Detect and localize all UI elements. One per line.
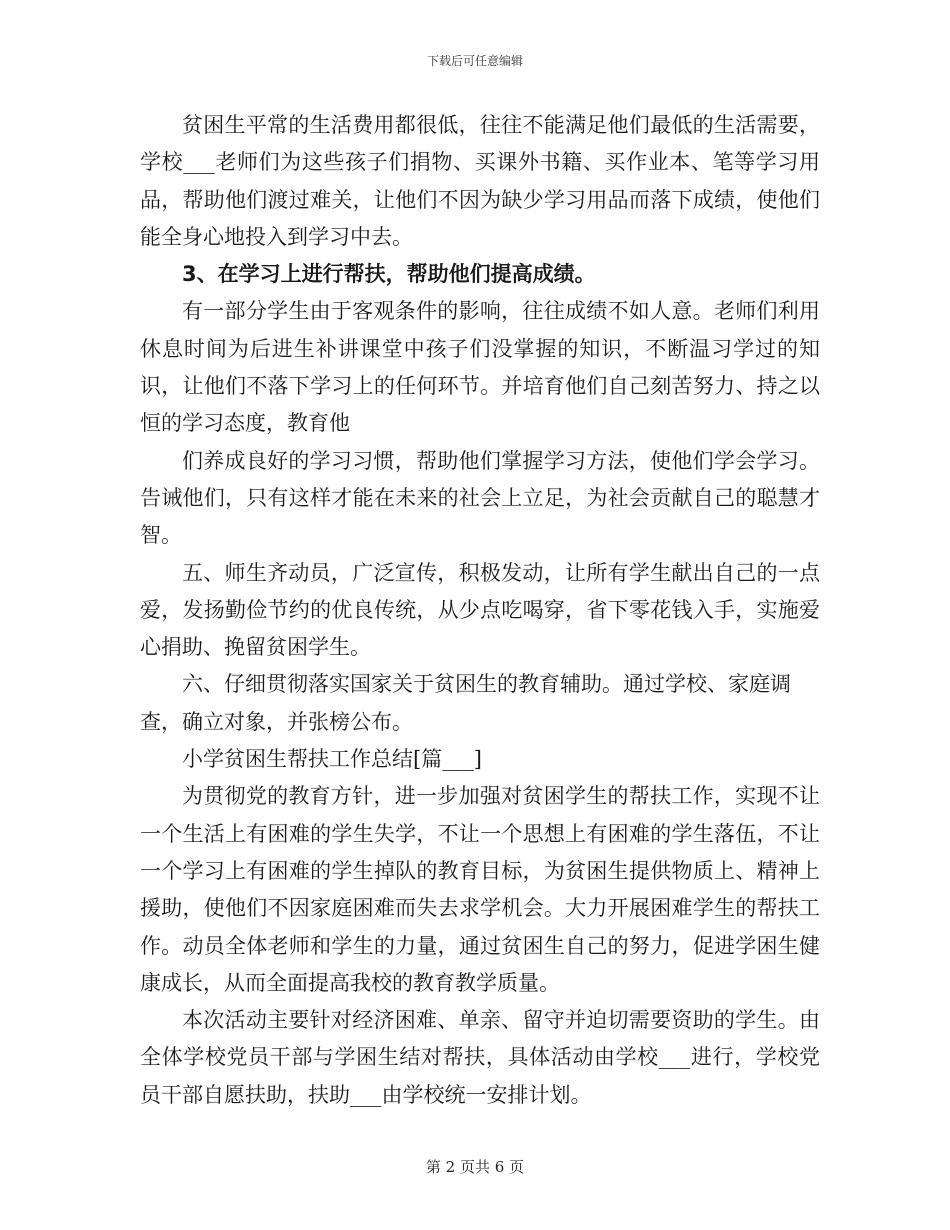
paragraph-living-expenses: 贫困生平常的生活费用都很低，往往不能满足他们最低的生活需要，学校___老师们为这些孩子们捐物、买课外书籍、买作业本、笔等学习用品，帮助他们渡过难关，让他们不因为缺少学习用品而落下成绩，使他们能全身心地投入到学习中去。 — [140, 113, 820, 249]
paragraph-activity-scope: 本次活动主要针对经济困难、单亲、留守并迫切需要资助的学生。由全体学校党员干部与学困生结对帮扶，具体活动由学校___进行，学校党员干部自愿扶助，扶助___由学校统一安排计划。 — [140, 1008, 820, 1107]
paragraph-study-habits: 们养成良好的学习习惯，帮助他们掌握学习方法，使他们学会学习。告诫他们，只有这样才能在未来的社会上立足，为社会贡献自己的聪慧才智。 — [140, 448, 820, 548]
section-heading-study-help: 3、在学习上进行帮扶，帮助他们提高成绩。 — [182, 262, 596, 287]
paragraph-tutoring: 有一部分学生由于客观条件的影响，往往成绩不如人意。老师们利用休息时间为后进生补讲课堂中孩子们没掌握的知识，不断温习学过的知识，让他们不落下学习上的任何环节。并培育他们自己刻苦努力、持之以恒的学习态度，教育他 — [140, 299, 820, 436]
document-body — [140, 107, 820, 1114]
page-number: 第 2 页共 6 页 — [425, 1158, 525, 1176]
article-title: 小学贫困生帮扶工作总结[篇___] — [182, 747, 482, 772]
paragraph-mobilization: 五、师生齐动员，广泛宣传，积极发动，让所有学生献出自己的一点爱，发扬勤俭节约的优良传统，从少点吃喝穿，省下零花钱入手，实施爱心捐助、挽留贫困学生。 — [140, 560, 820, 660]
page-header: 下载后可任意编辑 — [426, 54, 523, 68]
paragraph-policy: 为贯彻党的教育方针，进一步加强对贫困学生的帮扶工作，实现不让一个生活上有困难的学生失学，不让一个思想上有困难的学生落伍，不让一个学习上有困难的学生掉队的教育目标，为贫困生提供物质上、精神上援助，使他们不因家庭困难而失去求学机会。大力开展困难学生的帮扶工作。动员全体老师和学生的力量，通过贫困生自己的努力，促进学困生健康成长，从而全面提高我校的教育教学质量。 — [140, 784, 820, 995]
paragraph-implementation: 六、仔细贯彻落实国家关于贫困生的教育辅助。通过学校、家庭调查，确立对象，并张榜公布。 — [140, 672, 791, 734]
